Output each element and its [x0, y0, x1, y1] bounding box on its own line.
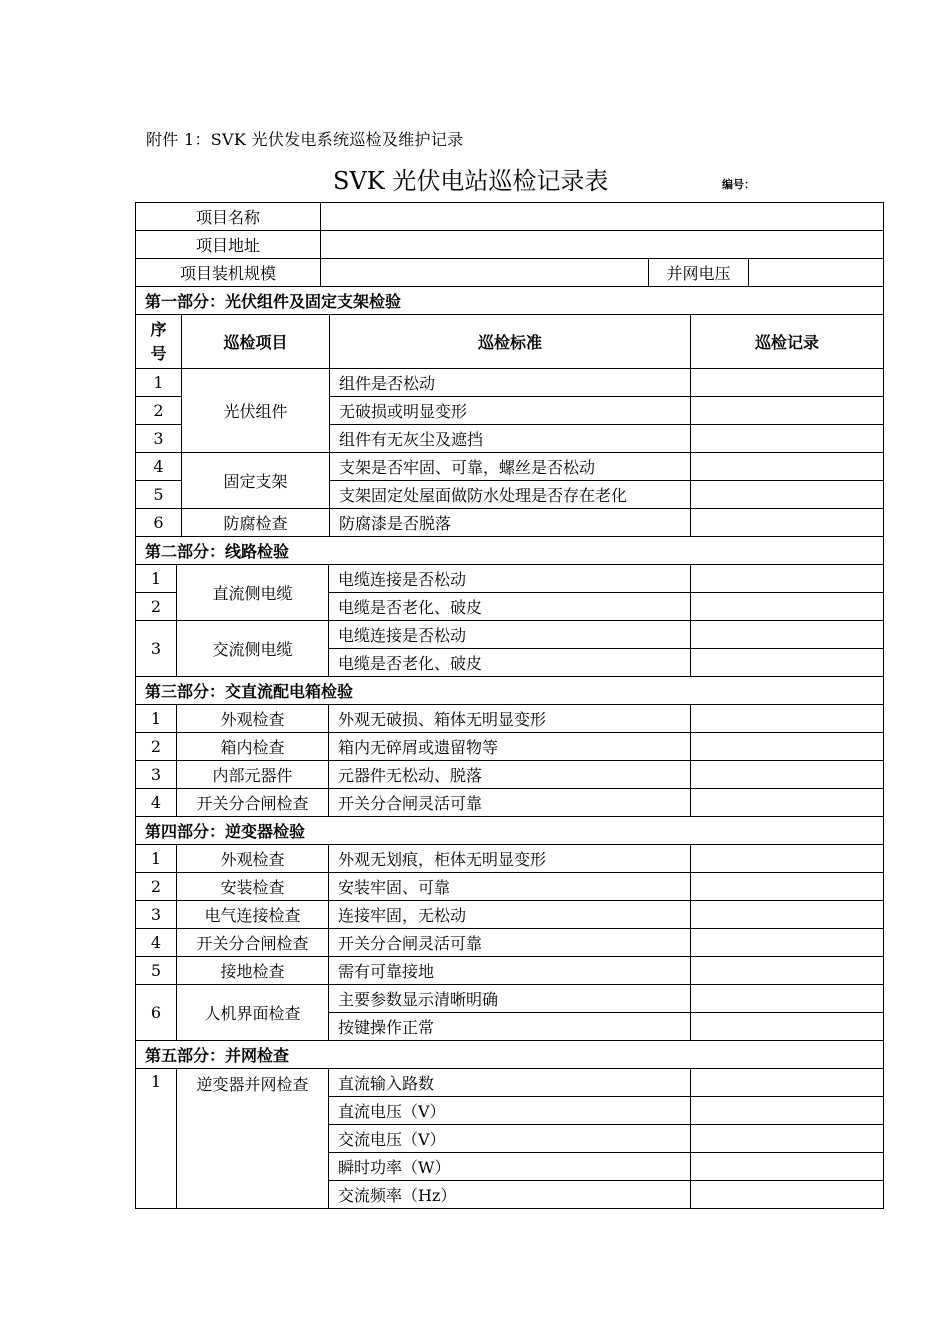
record-field[interactable] — [691, 705, 884, 733]
part3-title: 第三部分：交直流配电箱检验 — [136, 677, 884, 705]
record-field[interactable] — [691, 369, 884, 397]
record-field[interactable] — [691, 649, 884, 677]
standard-cell: 主要参数显示清晰明确 — [329, 985, 691, 1013]
seq-cell: 3 — [136, 621, 177, 677]
record-field[interactable] — [691, 789, 884, 817]
record-field[interactable] — [691, 1097, 884, 1125]
record-field[interactable] — [691, 985, 884, 1013]
part5-title: 第五部分：并网检查 — [136, 1041, 884, 1069]
standard-cell: 开关分合闸灵活可靠 — [329, 789, 691, 817]
item-cell: 直流侧电缆 — [177, 565, 329, 621]
standard-cell: 交流频率（Hz） — [329, 1181, 691, 1209]
seq-cell: 5 — [136, 481, 182, 509]
standard-cell: 电缆连接是否松动 — [329, 621, 691, 649]
standard-cell: 组件有无灰尘及遮挡 — [330, 425, 691, 453]
standard-header: 巡检标准 — [330, 315, 691, 369]
seq-cell: 2 — [136, 873, 177, 901]
seq-header-bottom: 号 — [150, 343, 167, 363]
record-field[interactable] — [691, 1069, 884, 1097]
seq-cell: 1 — [136, 845, 177, 873]
item-header: 巡检项目 — [182, 315, 330, 369]
item-cell: 电气连接检查 — [177, 901, 329, 929]
standard-cell: 瞬时功率（W） — [329, 1153, 691, 1181]
standard-cell: 开关分合闸灵活可靠 — [329, 929, 691, 957]
record-field[interactable] — [691, 929, 884, 957]
grid-voltage-label: 并网电压 — [649, 259, 749, 287]
record-field[interactable] — [691, 1153, 884, 1181]
part1-title: 第一部分：光伏组件及固定支架检验 — [136, 287, 884, 315]
project-address-label: 项目地址 — [136, 231, 321, 259]
item-cell: 逆变器并网检查 — [177, 1069, 329, 1209]
project-info-table — [135, 202, 884, 287]
serial-number-label: 编号： — [722, 178, 755, 191]
standard-cell: 需有可靠接地 — [329, 957, 691, 985]
record-field[interactable] — [691, 1125, 884, 1153]
seq-header-top: 序 — [150, 319, 167, 339]
record-field[interactable] — [691, 397, 884, 425]
standard-cell: 按键操作正常 — [329, 1013, 691, 1041]
record-field[interactable] — [691, 481, 884, 509]
page-title: SVK 光伏电站巡检记录表 — [333, 167, 609, 195]
item-cell: 固定支架 — [182, 453, 330, 509]
seq-cell: 5 — [136, 957, 177, 985]
seq-cell: 2 — [136, 397, 182, 425]
capacity-label: 项目装机规模 — [136, 259, 321, 287]
standard-cell: 交流电压（V） — [329, 1125, 691, 1153]
capacity-field[interactable] — [321, 259, 649, 287]
record-field[interactable] — [691, 845, 884, 873]
item-cell: 外观检查 — [177, 845, 329, 873]
record-field[interactable] — [691, 453, 884, 481]
standard-cell: 无破损或明显变形 — [330, 397, 691, 425]
seq-cell: 6 — [136, 509, 182, 537]
item-cell: 光伏组件 — [182, 369, 330, 453]
seq-cell: 3 — [136, 901, 177, 929]
project-name-label: 项目名称 — [136, 203, 321, 231]
record-header: 巡检记录 — [691, 315, 884, 369]
seq-cell: 3 — [136, 761, 177, 789]
seq-cell: 3 — [136, 425, 182, 453]
standard-cell: 箱内无碎屑或遗留物等 — [329, 733, 691, 761]
seq-cell: 2 — [136, 593, 177, 621]
record-field[interactable] — [691, 1181, 884, 1209]
item-cell: 外观检查 — [177, 705, 329, 733]
seq-cell: 4 — [136, 453, 182, 481]
standard-cell: 外观无划痕，柜体无明显变形 — [329, 845, 691, 873]
record-field[interactable] — [691, 761, 884, 789]
seq-cell: 4 — [136, 929, 177, 957]
record-field[interactable] — [691, 621, 884, 649]
record-field[interactable] — [691, 733, 884, 761]
seq-cell: 1 — [136, 369, 182, 397]
standard-cell: 电缆连接是否松动 — [329, 565, 691, 593]
standard-cell: 电缆是否老化、破皮 — [329, 649, 691, 677]
item-cell: 开关分合闸检查 — [177, 929, 329, 957]
part2-title: 第二部分：线路检验 — [136, 537, 884, 565]
standard-cell: 元器件无松动、脱落 — [329, 761, 691, 789]
standard-cell: 电缆是否老化、破皮 — [329, 593, 691, 621]
seq-cell: 1 — [136, 565, 177, 593]
record-field[interactable] — [691, 873, 884, 901]
standard-cell: 组件是否松动 — [330, 369, 691, 397]
standard-cell: 直流输入路数 — [329, 1069, 691, 1097]
standard-cell: 安装牢固、可靠 — [329, 873, 691, 901]
seq-cell: 1 — [136, 705, 177, 733]
seq-cell: 4 — [136, 789, 177, 817]
project-address-field[interactable] — [321, 231, 884, 259]
standard-cell: 防腐漆是否脱落 — [330, 509, 691, 537]
item-cell: 开关分合闸检查 — [177, 789, 329, 817]
record-field[interactable] — [691, 901, 884, 929]
seq-cell: 2 — [136, 733, 177, 761]
standard-cell: 直流电压（V） — [329, 1097, 691, 1125]
standard-cell: 支架是否牢固、可靠，螺丝是否松动 — [330, 453, 691, 481]
seq-cell: 1 — [136, 1069, 177, 1209]
record-field[interactable] — [691, 1013, 884, 1041]
item-cell: 防腐检查 — [182, 509, 330, 537]
seq-cell: 6 — [136, 985, 177, 1041]
record-field[interactable] — [691, 509, 884, 537]
project-name-field[interactable] — [321, 203, 884, 231]
record-field[interactable] — [691, 593, 884, 621]
item-cell: 内部元器件 — [177, 761, 329, 789]
item-cell: 箱内检查 — [177, 733, 329, 761]
part4-title: 第四部分：逆变器检验 — [136, 817, 884, 845]
item-cell: 安装检查 — [177, 873, 329, 901]
grid-voltage-field[interactable] — [749, 259, 884, 287]
attachment-line: 附件 1：SVK 光伏发电系统巡检及维护记录 — [146, 130, 464, 149]
item-cell: 人机界面检查 — [177, 985, 329, 1041]
record-field[interactable] — [691, 957, 884, 985]
part1-table — [135, 286, 884, 537]
record-field[interactable] — [691, 425, 884, 453]
standard-cell: 连接牢固，无松动 — [329, 901, 691, 929]
standard-cell: 支架固定处屋面做防水处理是否存在老化 — [330, 481, 691, 509]
record-field[interactable] — [691, 565, 884, 593]
item-cell: 交流侧电缆 — [177, 621, 329, 677]
item-cell: 接地检查 — [177, 957, 329, 985]
seq-header — [136, 315, 182, 369]
standard-cell: 外观无破损、箱体无明显变形 — [329, 705, 691, 733]
parts-2-5-table — [135, 536, 884, 1209]
